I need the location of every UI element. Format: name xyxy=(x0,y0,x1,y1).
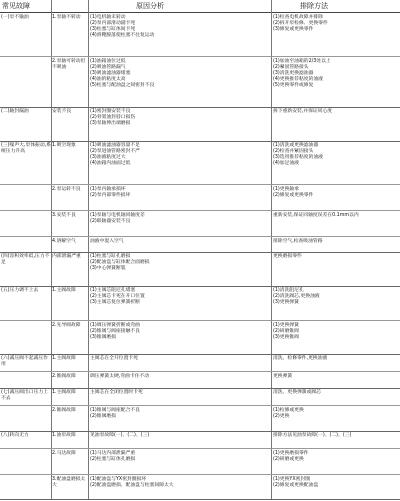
cause-cell xyxy=(90,372,270,389)
remedy-line: (2)研磨锥阀 xyxy=(273,329,299,334)
table-row xyxy=(0,107,400,142)
subrow xyxy=(0,141,400,184)
cause-line: (4)油的粘度太高 xyxy=(90,77,126,82)
cause-line: (1)柱塞与缸孔磨损 xyxy=(90,254,131,259)
cause-line: (2)骨架油封唇口损伤 xyxy=(90,115,136,120)
remedy-cell xyxy=(273,211,399,237)
subrow xyxy=(0,405,400,432)
remedy-line: (2)检查并紧固接头 xyxy=(273,149,314,154)
remedy-line: (1)更换磨损零件 xyxy=(273,451,309,456)
cause-line: (1)调压弹簧折断或弯曲 xyxy=(90,323,140,328)
cause-line: (1)电机轴未转动 xyxy=(90,15,126,20)
table-row xyxy=(0,141,400,253)
subfault-cell: 3.安装不良 xyxy=(52,213,76,218)
fault-cell: (一)泵不输油 xyxy=(1,15,29,20)
cause-cell xyxy=(90,431,270,448)
remedy-cell xyxy=(273,388,399,405)
cause-line: (2)联轴器安装不良 xyxy=(90,219,131,224)
cause-cell xyxy=(90,475,270,501)
remedy-line: (1)检修或更换 xyxy=(273,408,304,413)
remedy-cell xyxy=(273,141,399,184)
remedy-cell xyxy=(273,57,399,108)
remedy-cell xyxy=(273,252,399,286)
remedy-line: (4)更换推荐粘度的油液 xyxy=(273,77,323,82)
cause-line: (1)配油盘与YX密封圈损坏 xyxy=(90,477,147,482)
subfault-cell: 1.主阀故障 xyxy=(52,356,76,361)
cause-line: (4)滑靴脱落使柱塞不往复运动 xyxy=(90,33,155,38)
remedy-line: (1)更换轴承 xyxy=(273,187,299,192)
remedy-cell xyxy=(273,185,399,211)
subrow xyxy=(0,56,400,108)
cause-line: (4)油箱内油面过低 xyxy=(90,161,131,166)
cause-cell xyxy=(90,141,270,184)
cause-line: (2)主阀芯卡死在开口位置 xyxy=(90,294,145,299)
remedy-cell xyxy=(273,13,399,56)
cause-line: (3)主阀芯复位弹簧折断 xyxy=(90,300,140,305)
fault-cell: (四)容积效率低,压力不足 xyxy=(1,254,50,265)
cause-cell xyxy=(90,252,270,286)
fault-cell: (五)压力调不上去 xyxy=(1,288,39,293)
header-remedy: 排除方法 xyxy=(300,2,328,10)
fault-cell: (六)减压阀不起减压作用 xyxy=(1,356,48,367)
remedy-cell xyxy=(273,354,399,371)
remedy-line: (2)拆开泵检修、更换零件 xyxy=(273,21,328,26)
remedy-cell xyxy=(273,286,399,320)
cause-line: (2)配油盘与缸体配合面磨损 xyxy=(90,260,150,265)
cause-cell xyxy=(90,57,270,108)
remedy-line: 排除空气,检查吸油管路 xyxy=(273,239,323,244)
remedy-line: (1)检查电机故障并排除 xyxy=(273,15,323,20)
cause-cell xyxy=(90,13,270,56)
cause-line: (1)油箱油位过低 xyxy=(90,59,126,64)
cause-cell xyxy=(90,406,270,432)
cause-line: (2)配油盘磨损、配油盘与柱塞间隙太大 xyxy=(90,483,174,488)
cause-line: (3)中心弹簧断裂 xyxy=(90,266,126,271)
cause-line: (2)吸油管路漏气 xyxy=(90,65,126,70)
subfault-cell: 2.泵运转不良 xyxy=(52,187,81,192)
table-row xyxy=(0,354,400,389)
subfault-cell: 2.泵轴可转动但不吸油 xyxy=(52,59,86,70)
cause-cell xyxy=(90,449,270,475)
subfault-cell: 3.配油盘磨损太大 xyxy=(52,477,86,488)
remedy-line: (3)清洗更换滤油器 xyxy=(273,71,314,76)
remedy-line: (3)更换弹簧 xyxy=(273,300,299,305)
remedy-cell xyxy=(273,406,399,432)
cause-line: (2)锥阀与阀座接触不良 xyxy=(90,329,140,334)
cause-line: (1)锥阀与阀座配合不良 xyxy=(90,408,140,413)
cause-line: (2)泵内部滑动副卡死 xyxy=(90,21,136,26)
subrow xyxy=(0,107,400,141)
cause-cell xyxy=(90,321,270,355)
remedy-line: (1)清洗阻尼孔 xyxy=(273,288,304,293)
remedy-line: (2)研磨或更换 xyxy=(273,457,304,462)
subfault-cell: 安装不良 xyxy=(52,109,72,114)
remedy-line: (2)紧固管路接头 xyxy=(273,65,309,70)
cause-line: (3)柱塞与缸体间卡死 xyxy=(90,27,136,32)
cause-cell xyxy=(90,185,270,211)
cause-line: (3)油液粘度过大 xyxy=(90,155,126,160)
remedy-line: (2)修复或更换零件 xyxy=(273,193,314,198)
remedy-line: (1)更换弹簧 xyxy=(273,323,299,328)
subfault-cell: 1.油泵故障 xyxy=(52,433,76,438)
cause-line: (3)锥阀磨损 xyxy=(90,335,116,340)
table-row xyxy=(0,388,400,432)
remedy-line: 清洗、检修零件,更换油液 xyxy=(273,356,328,361)
table-row xyxy=(0,431,400,500)
cause-line: (1)主阀芯阻尼孔堵塞 xyxy=(90,288,136,293)
subfault-cell: 2.马达故障 xyxy=(52,451,76,456)
cause-line: 主阀芯在全闭位置时卡死 xyxy=(90,390,143,395)
cause-cell xyxy=(90,107,270,141)
remedy-line: (1)更换YX密封圈 xyxy=(273,477,310,482)
cause-line: 见油泵故障(一)、(二)、(三) xyxy=(90,433,150,438)
remedy-line: (3)修复或更换零件 xyxy=(273,27,314,32)
subrow xyxy=(0,474,400,501)
subrow xyxy=(0,286,400,320)
remedy-cell xyxy=(273,107,399,141)
subrow xyxy=(0,354,400,371)
cause-line: (3)吸油滤油器堵塞 xyxy=(90,71,131,76)
cause-line: (2)锥阀磨损 xyxy=(90,414,116,419)
fault-cell: (八)转向无力 xyxy=(1,433,29,438)
remedy-line: 拆下重新安装,并保证同心度 xyxy=(273,109,333,114)
remedy-line: (2)修复或更换配油盘 xyxy=(273,483,319,488)
table-row xyxy=(0,252,400,287)
header-cause: 原因分析 xyxy=(136,2,164,10)
remedy-cell xyxy=(273,449,399,475)
subrow xyxy=(0,388,400,405)
remedy-line: 重新安装,保证同轴度误差在0.1mm以内 xyxy=(273,213,359,218)
fault-cell: (三)噪声大,泵体振动,系统压力升高 xyxy=(1,143,51,154)
cause-line: (2)柱塞与缸体孔磨损 xyxy=(90,457,136,462)
remedy-line: (5)更换零件或修复 xyxy=(273,83,314,88)
remedy-line: (1)加油至油箱的2/3处以上 xyxy=(273,59,331,64)
cause-cell xyxy=(90,211,270,237)
fault-cell: (二)轴封漏油 xyxy=(1,109,29,114)
subrow xyxy=(0,448,400,475)
subfault-cell: 2.锥阀故障 xyxy=(52,374,76,379)
cause-line: 调压弹簧太硬,弯曲卡住不动 xyxy=(90,374,150,379)
subfault-cell: 4.溶解空气 xyxy=(52,239,76,244)
cause-cell xyxy=(90,354,270,371)
subfault-cell: 1.吸空现象 xyxy=(52,143,76,148)
cause-line: (1)泵内轴承损坏 xyxy=(90,187,126,192)
cause-line: (5)柱塞与配油盘之间密封不良 xyxy=(90,83,155,88)
cause-line: (3)泵轴伸出端磨损 xyxy=(90,121,131,126)
cause-line: (2)泵内部零件损坏 xyxy=(90,193,131,198)
cause-line: (1)泵轴与电机轴同轴度差 xyxy=(90,213,145,218)
remedy-line: (2)清洗阀芯,更换油液 xyxy=(273,294,320,299)
remedy-cell xyxy=(273,321,399,355)
cause-line: (1)马达内部泄漏严重 xyxy=(90,451,136,456)
remedy-cell xyxy=(273,431,399,448)
remedy-line: 更换磨损零件 xyxy=(273,254,302,259)
remedy-line: 排除方法见油泵故障(一)、(二)、(三) xyxy=(273,433,352,438)
subrow xyxy=(0,371,400,389)
subfault-cell: 2.先导阀故障 xyxy=(52,323,81,328)
table-row xyxy=(0,13,400,108)
cause-cell xyxy=(90,286,270,320)
subfault-cell: 1.主阀故障 xyxy=(52,288,76,293)
table-row xyxy=(0,286,400,355)
remedy-line: (2)更换 xyxy=(273,414,290,419)
remedy-line: 清洗、更换弹簧或阀芯 xyxy=(273,390,321,395)
subrow xyxy=(0,431,400,448)
cause-line: (1)密封圈安装不良 xyxy=(90,109,131,114)
cause-line: 油液中混入空气 xyxy=(90,239,124,244)
subrow xyxy=(0,184,400,211)
cause-cell xyxy=(90,388,270,405)
subrow xyxy=(0,210,400,237)
cause-line: 主阀芯在全开位置卡死 xyxy=(90,356,138,361)
fault-cell: (七)减压阀出口压力上不去 xyxy=(1,390,48,401)
cause-line: (2)泵进油管路密封不严 xyxy=(90,149,140,154)
table-header xyxy=(0,0,400,13)
remedy-line: (3)选用推荐粘度的油液 xyxy=(273,155,323,160)
remedy-cell xyxy=(273,372,399,389)
subfault-cell: 2.锥阀故障 xyxy=(52,408,76,413)
subrow xyxy=(0,320,400,355)
remedy-cell xyxy=(273,475,399,501)
subrow xyxy=(0,252,400,286)
subrow xyxy=(0,13,400,56)
remedy-line: (1)清洗或更换滤油器 xyxy=(273,143,319,148)
header-fault: 常见故障 xyxy=(2,2,30,10)
remedy-line: 更换弹簧 xyxy=(273,374,293,379)
cause-line: (1)吸油滤油器容量不足 xyxy=(90,143,140,148)
subfault-cell: 内部泄漏严重 xyxy=(52,254,81,259)
remedy-line: (3)更换锥阀 xyxy=(273,335,299,340)
subfault-cell: 1.主阀故障 xyxy=(52,390,76,395)
remedy-line: (4)加足油液 xyxy=(273,161,299,166)
subfault-cell: 1.泵轴不转动 xyxy=(52,15,81,20)
